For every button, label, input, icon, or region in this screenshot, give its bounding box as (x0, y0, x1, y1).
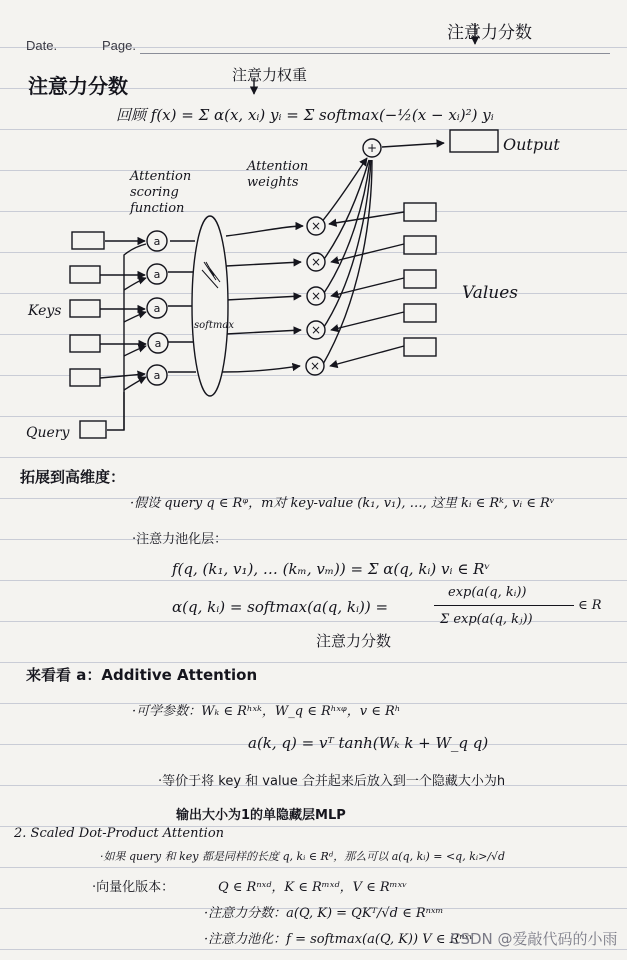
arrow-value1 (329, 212, 404, 224)
score-node-5-label: a (153, 369, 161, 382)
label-query: Query (26, 425, 70, 441)
label-scoring-3: function (130, 201, 185, 216)
label-values: Values (462, 283, 519, 303)
alpha-lhs: α(q, kᵢ) = softmax(a(q, kᵢ)) = (172, 598, 389, 616)
arrow-weight2 (226, 262, 301, 266)
alpha-numerator: exp(a(q, kᵢ)) (448, 585, 527, 600)
scaled-score-line: ·注意力分数：a(Q, K) = QKᵀ/√d ∈ Rⁿˣᵐ (204, 906, 444, 921)
arrow-query3 (124, 312, 146, 322)
arrow-mult4-to-sum (322, 160, 371, 330)
arrow-query2 (124, 278, 146, 290)
arrow-weight4 (226, 330, 301, 334)
regression-formula: 回顾 f(x) = Σ α(x, xᵢ) yᵢ = Σ softmax(−½(x − xᵢ)²) yᵢ (116, 106, 494, 124)
page-label: Page. (102, 38, 136, 53)
heading-additive: 来看看 a：Additive Attention (26, 666, 258, 684)
alpha-denominator: Σ exp(a(q, kⱼ)) (440, 612, 533, 627)
key-box-3 (70, 300, 100, 317)
key-box-1 (72, 232, 104, 249)
page-title: 注意力分数 (28, 74, 128, 98)
key-box-4 (70, 335, 100, 352)
arrow-value4 (331, 312, 404, 330)
pool-formula: f(q, (k₁, v₁), … (kₘ, vₘ)) = Σ α(q, kᵢ) vᵢ ∈ Rᵛ (172, 560, 491, 578)
additive-formula: a(k, q) = vᵀ tanh(Wₖ k + W_q q) (248, 734, 489, 752)
arrow-value2 (331, 244, 404, 262)
note-attention-weight: 注意力权重 (232, 66, 308, 84)
scaled-same-len: ·如果 query 和 key 都是同样的长度 q, kᵢ ∈ Rᵈ，那么可以 a(q, kᵢ) = <q, kᵢ>/√d (100, 850, 506, 863)
label-scoring-1: Attention (130, 169, 192, 184)
mult-node-3-label: × (310, 289, 322, 303)
pool-label: ·注意力池化层： (132, 532, 228, 547)
label-scoring-2: scoring (130, 185, 179, 200)
value-box-2 (404, 236, 436, 254)
sum-node-label: + (366, 141, 378, 155)
score-note: 注意力分数 (316, 632, 392, 650)
query-box (80, 421, 106, 438)
fraction-bar (434, 605, 574, 606)
arrow-query-trunk (107, 244, 146, 430)
softmax-ellipse (192, 216, 228, 396)
scaled-pool-line: ·注意力池化：f = softmax(a(Q, K)) V ∈ Rⁿˣᵛ (204, 932, 474, 947)
alpha-space: ∈ R (578, 598, 602, 613)
arrow-mult1-to-sum (320, 158, 367, 224)
assume-line: ·假设 query q ∈ Rᵠ，m对 key-value (k₁, v₁), …, 这里 kᵢ ∈ Rᵏ, vᵢ ∈ Rᵛ (130, 496, 555, 511)
arrow-mult2-to-sum (322, 160, 369, 262)
output-box (450, 130, 498, 152)
score-node-2-label: a (153, 268, 161, 281)
arrow-query4 (124, 346, 146, 356)
value-box-3 (404, 270, 436, 288)
arrow-weight5 (220, 366, 300, 372)
mult-node-5-label: × (309, 359, 321, 373)
arrow-value5 (330, 346, 404, 366)
label-output: Output (503, 135, 560, 154)
arrow-to-output (382, 143, 444, 147)
heading-generalize: 拓展到高维度： (20, 468, 126, 486)
vector-label: ·向量化版本： (92, 880, 175, 895)
additive-equiv-2: 输出大小为1的单隐藏层MLP (176, 808, 346, 823)
key-box-2 (70, 266, 100, 283)
additive-params: ·可学参数：Wₖ ∈ Rʰˣᵏ，W_q ∈ Rʰˣᵠ，v ∈ Rʰ (132, 704, 401, 719)
mult-node-4-label: × (310, 323, 322, 337)
arrow-key5 (100, 374, 145, 378)
label-weights-1: Attention (247, 159, 309, 174)
arrow-value3 (331, 278, 404, 296)
arrow-query5 (124, 377, 146, 390)
label-softmax: softmax (194, 320, 234, 331)
value-box-1 (404, 203, 436, 221)
heading-scaled: 2. Scaled Dot-Product Attention (14, 826, 225, 841)
label-weights-2: weights (247, 175, 299, 190)
mult-node-1-label: × (310, 219, 322, 233)
value-box-5 (404, 338, 436, 356)
note-score-top: 注意力分数 (447, 23, 532, 43)
date-label: Date. (26, 38, 58, 53)
arrow-weight3 (226, 296, 301, 300)
mult-node-2-label: × (310, 255, 322, 269)
watermark: CSDN @爱敲代码的小雨 (450, 930, 618, 948)
arrow-weight1 (226, 226, 303, 236)
score-node-3-label: a (153, 302, 161, 315)
value-box-4 (404, 304, 436, 322)
additive-equiv-1: ·等价于将 key 和 value 合并起来后放入到一个隐藏大小为h (158, 774, 506, 789)
key-box-5 (70, 369, 100, 386)
vector-shapes: Q ∈ Rⁿˣᵈ，K ∈ Rᵐˣᵈ，V ∈ Rᵐˣᵛ (218, 880, 408, 895)
score-node-4-label: a (154, 337, 162, 350)
attention-diagram (0, 0, 627, 460)
score-node-1-label: a (153, 235, 161, 248)
label-keys: Keys (28, 303, 62, 319)
